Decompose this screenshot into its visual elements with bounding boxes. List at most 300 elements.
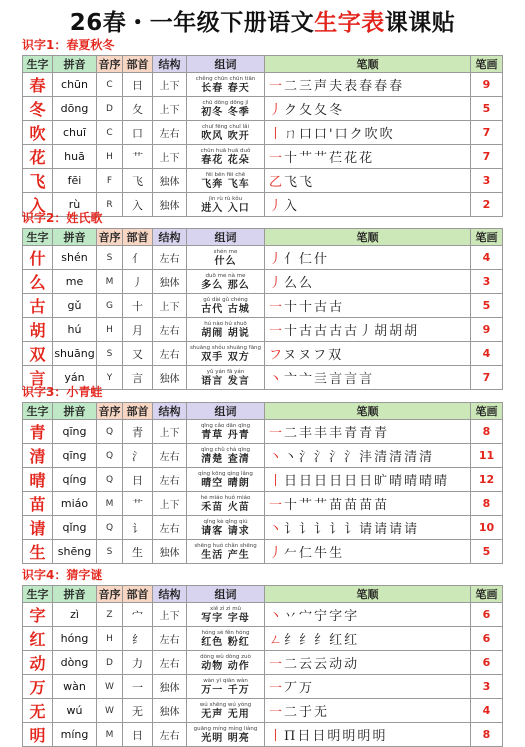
character-cell: 吹 bbox=[23, 121, 53, 145]
stroke-count-cell: 7 bbox=[471, 121, 503, 145]
stroke-step: 苗 bbox=[329, 498, 345, 513]
structure-cell: 左右 bbox=[153, 627, 187, 651]
table-row bbox=[23, 169, 503, 193]
phonetic-order-cell: H bbox=[97, 318, 123, 342]
stroke-step: 字 bbox=[344, 609, 360, 624]
lesson-section-1 bbox=[22, 36, 502, 217]
pinyin-cell: hóng bbox=[53, 627, 97, 651]
stroke-step: 日 bbox=[299, 474, 315, 489]
stroke-step: 无 bbox=[314, 705, 330, 720]
stroke-step: 红 bbox=[344, 633, 360, 648]
table-row bbox=[23, 723, 503, 747]
stroke-step: 丨 bbox=[269, 127, 285, 142]
stroke-step: 一 bbox=[269, 151, 285, 166]
stroke-step: 芢 bbox=[329, 151, 345, 166]
column-header: 笔画 bbox=[471, 229, 503, 246]
structure-cell: 独体 bbox=[153, 675, 187, 699]
words-text: 语言 发言 bbox=[201, 375, 250, 387]
words-pinyin: wú shēng wú yòng bbox=[199, 701, 252, 708]
character-cell: 字 bbox=[23, 603, 53, 627]
stroke-step: 飞 bbox=[284, 175, 300, 190]
stroke-step: 飞 bbox=[299, 175, 315, 190]
character-cell: 花 bbox=[23, 145, 53, 169]
stroke-step: 丨 bbox=[269, 729, 285, 744]
table-row bbox=[23, 444, 503, 468]
words-text: 长春 春天 bbox=[201, 82, 250, 94]
stroke-step: 丶 bbox=[269, 372, 285, 387]
table-row bbox=[23, 627, 503, 651]
words-cell bbox=[187, 270, 265, 294]
stroke-step: 丿 bbox=[269, 276, 285, 291]
stroke-count-cell: 3 bbox=[471, 169, 503, 193]
column-header: 笔顺 bbox=[265, 56, 471, 73]
pinyin-cell: wú bbox=[53, 699, 97, 723]
stroke-step: 纟 bbox=[314, 633, 330, 648]
stroke-step: 胡 bbox=[374, 324, 390, 339]
pinyin-cell: chuī bbox=[53, 121, 97, 145]
stroke-count-cell: 5 bbox=[471, 294, 503, 318]
stroke-count-cell: 10 bbox=[471, 516, 503, 540]
words-pinyin: yǔ yán fā yán bbox=[206, 368, 245, 375]
stroke-step: 艹 bbox=[314, 498, 330, 513]
section-title: 识字1：春夏秋冬 bbox=[22, 38, 115, 52]
words-pinyin: chū dōng dōng jì bbox=[202, 99, 249, 106]
stroke-step: 丆 bbox=[284, 681, 300, 696]
words-cell bbox=[187, 318, 265, 342]
stroke-step: ㄥ bbox=[269, 633, 285, 648]
stroke-step: 吹 bbox=[379, 127, 395, 142]
column-header: 笔顺 bbox=[265, 586, 471, 603]
words-pinyin: hóng sè fěn hóng bbox=[201, 629, 250, 636]
stroke-step: 丷 bbox=[284, 609, 300, 624]
radical-cell: 艹 bbox=[123, 145, 153, 169]
radical-cell: 亻 bbox=[123, 246, 153, 270]
words-cell bbox=[187, 468, 265, 492]
stroke-step: 晴 bbox=[404, 474, 420, 489]
stroke-step: 表 bbox=[344, 79, 360, 94]
stroke-step: 丨 bbox=[269, 474, 285, 489]
column-header: 部首 bbox=[123, 586, 153, 603]
phonetic-order-cell: M bbox=[97, 723, 123, 747]
stroke-step: 清 bbox=[374, 450, 390, 465]
column-header: 生字 bbox=[23, 586, 53, 603]
pinyin-cell: míng bbox=[53, 723, 97, 747]
words-cell bbox=[187, 444, 265, 468]
phonetic-order-cell: F bbox=[97, 169, 123, 193]
stroke-step: 乙 bbox=[269, 175, 285, 190]
stroke-step: 口ク bbox=[334, 127, 365, 142]
stroke-step: 纟 bbox=[284, 633, 300, 648]
stroke-step: 苗 bbox=[374, 498, 390, 513]
stroke-order-cell bbox=[265, 516, 471, 540]
stroke-step: 纟 bbox=[299, 633, 315, 648]
words-text: 无声 无用 bbox=[201, 708, 250, 720]
stroke-step: 一 bbox=[269, 681, 285, 696]
stroke-count-cell: 6 bbox=[471, 651, 503, 675]
words-cell bbox=[187, 675, 265, 699]
stroke-count-cell: 3 bbox=[471, 270, 503, 294]
structure-cell: 独体 bbox=[153, 366, 187, 390]
words-pinyin: fēi bēn fēi chē bbox=[205, 171, 246, 178]
structure-cell: 左右 bbox=[153, 651, 187, 675]
phonetic-order-cell: H bbox=[97, 627, 123, 651]
stroke-count-cell: 5 bbox=[471, 97, 503, 121]
pinyin-cell: dòng bbox=[53, 651, 97, 675]
phonetic-order-cell: S bbox=[97, 540, 123, 564]
character-cell: 古 bbox=[23, 294, 53, 318]
words-cell bbox=[187, 145, 265, 169]
stroke-step: 艹 bbox=[299, 498, 315, 513]
phonetic-order-cell: W bbox=[97, 699, 123, 723]
column-header: 拼音 bbox=[53, 586, 97, 603]
stroke-step: 古 bbox=[329, 324, 345, 339]
phonetic-order-cell: M bbox=[97, 492, 123, 516]
words-pinyin: hú nào hú shuō bbox=[204, 320, 247, 327]
stroke-order-cell bbox=[265, 603, 471, 627]
stroke-step: 讠 bbox=[299, 522, 315, 537]
table-row bbox=[23, 121, 503, 145]
stroke-step: 丶 bbox=[269, 522, 285, 537]
stroke-step: 三 bbox=[299, 79, 315, 94]
words-text: 写字 字母 bbox=[201, 612, 250, 624]
words-text: 初冬 冬季 bbox=[201, 106, 250, 118]
stroke-step: 口' bbox=[314, 127, 335, 142]
column-header: 生字 bbox=[23, 56, 53, 73]
stroke-step: 仁 bbox=[299, 546, 315, 561]
words-cell bbox=[187, 420, 265, 444]
stroke-order-cell bbox=[265, 540, 471, 564]
stroke-step: 旷 bbox=[374, 474, 390, 489]
radical-cell: 青 bbox=[123, 420, 153, 444]
stroke-step: 入 bbox=[284, 199, 300, 214]
section-title: 识字2：姓氏歌 bbox=[22, 211, 103, 225]
column-header: 部首 bbox=[123, 229, 153, 246]
character-cell: 生 bbox=[23, 540, 53, 564]
table-header-row bbox=[23, 403, 503, 420]
words-pinyin: shén me bbox=[213, 248, 238, 255]
stroke-step: フ bbox=[269, 348, 284, 363]
words-pinyin: duō me nà me bbox=[205, 272, 246, 279]
stroke-step: 二 bbox=[284, 705, 300, 720]
stroke-step: 请 bbox=[359, 522, 375, 537]
radical-cell: 飞 bbox=[123, 169, 153, 193]
radical-cell: 丿 bbox=[123, 270, 153, 294]
radical-cell: 宀 bbox=[123, 603, 153, 627]
pinyin-cell: rù bbox=[53, 193, 97, 217]
table-row bbox=[23, 603, 503, 627]
stroke-order-cell bbox=[265, 651, 471, 675]
words-text: 生活 产生 bbox=[201, 549, 250, 561]
table-row bbox=[23, 318, 503, 342]
stroke-step: 明 bbox=[327, 729, 343, 744]
stroke-step: 万 bbox=[299, 681, 315, 696]
words-pinyin: chuī fēng chuī lǎi bbox=[201, 123, 250, 130]
pinyin-cell: hú bbox=[53, 318, 97, 342]
character-cell: 什 bbox=[23, 246, 53, 270]
character-cell: 么 bbox=[23, 270, 53, 294]
structure-cell: 上下 bbox=[153, 492, 187, 516]
words-text: 晴空 晴朗 bbox=[201, 477, 250, 489]
words-text: 请客 请求 bbox=[201, 525, 250, 537]
lesson-section-2 bbox=[22, 209, 502, 390]
stroke-order-cell bbox=[265, 627, 471, 651]
radical-cell: 一 bbox=[123, 675, 153, 699]
stroke-step: 明 bbox=[342, 729, 358, 744]
words-text: 古代 古城 bbox=[201, 303, 250, 315]
column-header: 笔画 bbox=[471, 56, 503, 73]
page-title bbox=[0, 4, 525, 37]
stroke-count-cell: 8 bbox=[471, 420, 503, 444]
table-header-row bbox=[23, 229, 503, 246]
stroke-order-cell bbox=[265, 444, 471, 468]
stroke-step: П bbox=[284, 729, 298, 744]
stroke-count-cell: 8 bbox=[471, 723, 503, 747]
radical-cell: 氵 bbox=[123, 444, 153, 468]
stroke-step: 双 bbox=[328, 348, 344, 363]
radical-cell: 生 bbox=[123, 540, 153, 564]
stroke-step: 云 bbox=[299, 657, 315, 672]
radical-cell: 言 bbox=[123, 366, 153, 390]
stroke-step: 青 bbox=[344, 426, 360, 441]
column-header: 组词 bbox=[187, 56, 265, 73]
structure-cell: 独体 bbox=[153, 193, 187, 217]
character-cell: 清 bbox=[23, 444, 53, 468]
radical-cell: 无 bbox=[123, 699, 153, 723]
stroke-step: 夂 bbox=[299, 103, 315, 118]
structure-cell: 左右 bbox=[153, 444, 187, 468]
table-row bbox=[23, 699, 503, 723]
stroke-order-cell bbox=[265, 342, 471, 366]
stroke-step: 讠 bbox=[344, 522, 360, 537]
stroke-step: 十 bbox=[299, 300, 315, 315]
column-header: 组词 bbox=[187, 586, 265, 603]
stroke-step: 丶 bbox=[284, 450, 300, 465]
stroke-step: 丶 bbox=[269, 450, 285, 465]
character-cell: 红 bbox=[23, 627, 53, 651]
stroke-step: 春 bbox=[374, 79, 390, 94]
stroke-step: 日 bbox=[314, 474, 330, 489]
stroke-step: 氵 bbox=[299, 450, 315, 465]
pinyin-cell: yán bbox=[53, 366, 97, 390]
radical-cell: 入 bbox=[123, 193, 153, 217]
stroke-step: 春 bbox=[389, 79, 405, 94]
stroke-step: 十 bbox=[284, 324, 300, 339]
stroke-step: 什 bbox=[314, 252, 330, 267]
pinyin-cell: gǔ bbox=[53, 294, 97, 318]
column-header: 组词 bbox=[187, 403, 265, 420]
stroke-step: 一 bbox=[269, 705, 285, 720]
stroke-step: 古 bbox=[299, 324, 315, 339]
stroke-order-cell bbox=[265, 270, 471, 294]
pinyin-cell: shén bbox=[53, 246, 97, 270]
words-cell bbox=[187, 627, 265, 651]
radical-cell: 又 bbox=[123, 342, 153, 366]
stroke-step: 明 bbox=[372, 729, 388, 744]
words-pinyin: shuāng shǒu shuāng fāng bbox=[189, 344, 262, 351]
stroke-step: 一 bbox=[269, 324, 285, 339]
stroke-step: 一 bbox=[269, 657, 285, 672]
column-header: 拼音 bbox=[53, 403, 97, 420]
stroke-order-cell bbox=[265, 73, 471, 97]
stroke-order-cell bbox=[265, 169, 471, 193]
radical-cell: 艹 bbox=[123, 492, 153, 516]
title-part-1: 26春・一年级下册语文 bbox=[69, 10, 315, 36]
words-pinyin: qīng chǔ chá qīng bbox=[200, 446, 251, 453]
stroke-step: 吹 bbox=[364, 127, 380, 142]
phonetic-order-cell: S bbox=[97, 342, 123, 366]
phonetic-order-cell: M bbox=[97, 270, 123, 294]
title-highlight: 生字表 bbox=[314, 10, 385, 36]
words-text: 光明 明亮 bbox=[201, 732, 250, 744]
stroke-order-cell bbox=[265, 468, 471, 492]
stroke-step: 氵 bbox=[329, 450, 345, 465]
words-pinyin: jìn rù rù kǒu bbox=[208, 195, 243, 202]
structure-cell: 左右 bbox=[153, 121, 187, 145]
words-pinyin: qíng kōng qíng lǎng bbox=[198, 470, 253, 477]
stroke-step: 一 bbox=[269, 498, 285, 513]
character-cell: 胡 bbox=[23, 318, 53, 342]
stroke-count-cell: 3 bbox=[471, 675, 503, 699]
column-header: 音序 bbox=[97, 586, 123, 603]
stroke-order-cell bbox=[265, 723, 471, 747]
character-cell: 飞 bbox=[23, 169, 53, 193]
words-text: 进入 入口 bbox=[201, 202, 250, 214]
structure-cell: 上下 bbox=[153, 603, 187, 627]
stroke-count-cell: 6 bbox=[471, 603, 503, 627]
phonetic-order-cell: Y bbox=[97, 366, 123, 390]
character-cell: 晴 bbox=[23, 468, 53, 492]
stroke-order-cell bbox=[265, 294, 471, 318]
words-cell bbox=[187, 97, 265, 121]
structure-cell: 上下 bbox=[153, 420, 187, 444]
stroke-step: 红 bbox=[329, 633, 345, 648]
character-cell: 明 bbox=[23, 723, 53, 747]
words-cell bbox=[187, 540, 265, 564]
words-text: 动物 动作 bbox=[201, 660, 250, 672]
stroke-step: 亖 bbox=[314, 372, 330, 387]
stroke-count-cell: 4 bbox=[471, 699, 503, 723]
phonetic-order-cell: Q bbox=[97, 420, 123, 444]
column-header: 组词 bbox=[187, 229, 265, 246]
column-header: 笔顺 bbox=[265, 403, 471, 420]
structure-cell: 独体 bbox=[153, 270, 187, 294]
table-row bbox=[23, 651, 503, 675]
stroke-step: 古 bbox=[329, 300, 345, 315]
pinyin-cell: fēi bbox=[53, 169, 97, 193]
stroke-step: 牛 bbox=[314, 546, 330, 561]
structure-cell: 左右 bbox=[153, 342, 187, 366]
table-row bbox=[23, 540, 503, 564]
column-header: 部首 bbox=[123, 56, 153, 73]
stroke-order-cell bbox=[265, 121, 471, 145]
stroke-order-cell bbox=[265, 246, 471, 270]
stroke-step: 胡 bbox=[389, 324, 405, 339]
stroke-step: 苗 bbox=[344, 498, 360, 513]
structure-cell: 独体 bbox=[153, 169, 187, 193]
structure-cell: 上下 bbox=[153, 145, 187, 169]
stroke-step: 清 bbox=[389, 450, 405, 465]
radical-cell: 力 bbox=[123, 651, 153, 675]
stroke-step: 请 bbox=[404, 522, 420, 537]
words-text: 禾苗 火苗 bbox=[201, 501, 250, 513]
stroke-step: 于 bbox=[299, 705, 315, 720]
column-header: 笔顺 bbox=[265, 229, 471, 246]
character-table bbox=[22, 402, 503, 564]
stroke-step: 夫 bbox=[329, 79, 345, 94]
section-title: 识字3：小青蛙 bbox=[22, 385, 103, 399]
words-text: 红色 粉红 bbox=[201, 636, 250, 648]
stroke-count-cell: 7 bbox=[471, 145, 503, 169]
character-cell: 苗 bbox=[23, 492, 53, 516]
stroke-count-cell: 6 bbox=[471, 627, 503, 651]
words-cell bbox=[187, 73, 265, 97]
stroke-step: 么 bbox=[299, 276, 315, 291]
structure-cell: 左右 bbox=[153, 468, 187, 492]
words-pinyin: xiě zì zì mǔ bbox=[209, 605, 242, 612]
stroke-step: 夂 bbox=[314, 103, 330, 118]
structure-cell: 左右 bbox=[153, 723, 187, 747]
column-header: 拼音 bbox=[53, 56, 97, 73]
column-header: 音序 bbox=[97, 56, 123, 73]
phonetic-order-cell: Q bbox=[97, 444, 123, 468]
stroke-count-cell: 5 bbox=[471, 540, 503, 564]
stroke-step: 丶 bbox=[269, 609, 285, 624]
table-row bbox=[23, 516, 503, 540]
phonetic-order-cell: W bbox=[97, 675, 123, 699]
stroke-step: 宁 bbox=[314, 609, 330, 624]
table-row bbox=[23, 294, 503, 318]
phonetic-order-cell: D bbox=[97, 97, 123, 121]
words-cell bbox=[187, 516, 265, 540]
stroke-step: 花 bbox=[344, 151, 360, 166]
words-pinyin: hé miáo huǒ miáo bbox=[200, 494, 251, 501]
column-header: 音序 bbox=[97, 403, 123, 420]
stroke-step: 氵 bbox=[344, 450, 360, 465]
structure-cell: 独体 bbox=[153, 540, 187, 564]
words-pinyin: dòng wù dòng zuò bbox=[200, 653, 251, 660]
pinyin-cell: qīng bbox=[53, 420, 97, 444]
phonetic-order-cell: R bbox=[97, 193, 123, 217]
stroke-step: 𠂉 bbox=[284, 546, 300, 561]
radical-cell: 月 bbox=[123, 318, 153, 342]
stroke-step: 日 bbox=[344, 474, 360, 489]
stroke-step: 言 bbox=[359, 372, 375, 387]
words-cell bbox=[187, 651, 265, 675]
stroke-step: ヌ bbox=[283, 348, 299, 363]
stroke-step: ヌフ bbox=[298, 348, 329, 363]
radical-cell: 日 bbox=[123, 468, 153, 492]
stroke-step: 字 bbox=[329, 609, 345, 624]
stroke-step: 苗 bbox=[359, 498, 375, 513]
stroke-step: 清 bbox=[404, 450, 420, 465]
radical-cell: 讠 bbox=[123, 516, 153, 540]
words-text: 吹风 吹开 bbox=[201, 130, 250, 142]
words-text: 胡闹 胡说 bbox=[201, 327, 250, 339]
stroke-step: 艹 bbox=[299, 151, 315, 166]
stroke-count-cell: 9 bbox=[471, 318, 503, 342]
stroke-step: 古 bbox=[314, 324, 330, 339]
pinyin-cell: qíng bbox=[53, 468, 97, 492]
pinyin-cell: qǐng bbox=[53, 516, 97, 540]
phonetic-order-cell: H bbox=[97, 145, 123, 169]
phonetic-order-cell: G bbox=[97, 294, 123, 318]
stroke-step: 冬 bbox=[329, 103, 345, 118]
words-text: 飞奔 飞车 bbox=[201, 178, 250, 190]
lesson-section-3 bbox=[22, 383, 502, 564]
stroke-step: 一 bbox=[269, 300, 285, 315]
words-cell bbox=[187, 603, 265, 627]
pinyin-cell: huā bbox=[53, 145, 97, 169]
